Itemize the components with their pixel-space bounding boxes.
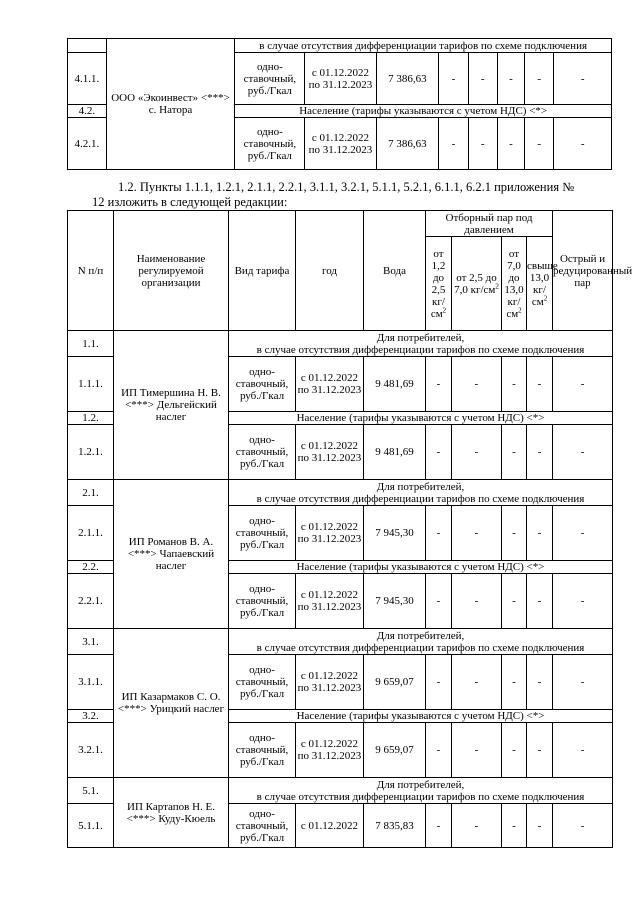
header-sharp: Острый и редуцированный пар bbox=[553, 211, 613, 331]
dash: - bbox=[527, 506, 553, 561]
sup: 2 bbox=[543, 293, 548, 302]
dash: - bbox=[502, 723, 527, 778]
period: с 01.12.2022 по 31.12.2023 bbox=[296, 574, 364, 629]
water-value: 9 659,07 bbox=[364, 723, 426, 778]
consumers-header bbox=[229, 629, 613, 655]
water-value: 9 659,07 bbox=[364, 655, 426, 710]
dash: - bbox=[527, 655, 553, 710]
consumers-text: Для потребителей, bbox=[376, 629, 465, 642]
row-num: 1.2.1. bbox=[68, 425, 114, 480]
dash: - bbox=[426, 574, 452, 629]
population-header: Население (тарифы указываются с учетом НДС) <*> bbox=[229, 561, 613, 574]
header-kind: Вид тарифа bbox=[229, 211, 296, 331]
dash: - bbox=[525, 53, 554, 105]
row-num: 2.1.1. bbox=[68, 506, 114, 561]
dash: - bbox=[452, 655, 502, 710]
dash: - bbox=[439, 118, 468, 170]
dash: - bbox=[426, 425, 452, 480]
dash: - bbox=[525, 118, 554, 170]
row-num: 1.2. bbox=[68, 412, 114, 425]
dash: - bbox=[553, 506, 613, 561]
dash: - bbox=[452, 357, 502, 412]
period: с 01.12.2022 по 31.12.2023 bbox=[296, 506, 364, 561]
dash: - bbox=[502, 804, 527, 848]
org-name: ИП Казармаков С. О. <***> Урицкий наслег bbox=[114, 629, 229, 778]
dash: - bbox=[426, 804, 452, 848]
tariff-kind: одно-ставочный, руб./Гкал bbox=[229, 804, 296, 848]
dash: - bbox=[527, 804, 553, 848]
consumers-text: Для потребителей, bbox=[376, 778, 465, 791]
header-c3-text: от 7,0 до 13,0 кг/см bbox=[504, 247, 524, 320]
row-num: 3.2.1. bbox=[68, 723, 114, 778]
org-name: ООО «Экоинвест» <***> с. Натора bbox=[106, 39, 235, 170]
dash: - bbox=[452, 723, 502, 778]
water-value: 7 945,30 bbox=[364, 506, 426, 561]
top-tariff-table bbox=[67, 38, 612, 170]
water-value: 7 945,30 bbox=[364, 574, 426, 629]
tariff-kind: одно-ставочный, руб./Гкал bbox=[229, 425, 296, 480]
dash: - bbox=[426, 655, 452, 710]
tariff-kind: одно-ставочный, руб./Гкал bbox=[229, 357, 296, 412]
cell-empty bbox=[68, 39, 107, 53]
org-name: ИП Романов В. А. <***> Чапаевский наслег bbox=[114, 480, 229, 629]
header-steam: Отборный пар под давлением bbox=[426, 211, 553, 237]
header-org: Наименование регулируемой организации bbox=[114, 211, 229, 331]
dash: - bbox=[527, 357, 553, 412]
tariff-kind: одно-ставочный, руб./Гкал bbox=[235, 118, 305, 170]
water-value: 9 481,69 bbox=[364, 357, 426, 412]
dash: - bbox=[502, 425, 527, 480]
header-c2-text: от 2,5 до 7,0 кг/см bbox=[454, 271, 497, 296]
row-num: 3.1.1. bbox=[68, 655, 114, 710]
header-c1-text: от 1,2 до 2,5 кг/см bbox=[430, 247, 446, 320]
tariff-kind: одно-ставочный, руб./Гкал bbox=[229, 655, 296, 710]
dash: - bbox=[426, 357, 452, 412]
consumers-text: Для потребителей, bbox=[376, 480, 465, 493]
row-num: 4.2. bbox=[68, 105, 107, 118]
dash: - bbox=[452, 506, 502, 561]
dash: - bbox=[553, 357, 613, 412]
period: с 01.12.2022 по 31.12.2023 bbox=[296, 723, 364, 778]
row-num: 2.1. bbox=[68, 480, 114, 506]
consumers-header bbox=[229, 778, 613, 804]
row-num: 5.1. bbox=[68, 778, 114, 804]
diff-header: в случае отсутствия дифференциации тарифов по схеме подключения bbox=[235, 39, 612, 53]
water-value: 9 481,69 bbox=[364, 425, 426, 480]
dash: - bbox=[468, 118, 497, 170]
header-c3 bbox=[502, 237, 527, 331]
dash: - bbox=[527, 723, 553, 778]
period: с 01.12.2022 по 31.12.2023 bbox=[296, 655, 364, 710]
diff-text: в случае отсутствия дифференциации тарифов по схеме подключения bbox=[256, 343, 585, 356]
org-name: ИП Тимершина Н. В. <***> Дельгейский наслег bbox=[114, 331, 229, 480]
diff-text: в случае отсутствия дифференциации тарифов по схеме подключения bbox=[256, 641, 585, 654]
water-value: 7 386,63 bbox=[376, 53, 439, 105]
period: с 01.12.2022 по 31.12.2023 bbox=[305, 118, 376, 170]
dash: - bbox=[553, 723, 613, 778]
water-value: 7 386,63 bbox=[376, 118, 439, 170]
row-num: 5.1.1. bbox=[68, 804, 114, 848]
main-tariff-table bbox=[67, 210, 633, 848]
paragraph-line-1: 1.2. Пункты 1.1.1, 1.2.1, 2.1.1, 2.2.1, 3.1.1, 3.2.1, 5.1.1, 5.2.1, 6.1.1, 6.2.1 приложения № bbox=[118, 180, 575, 194]
dash: - bbox=[553, 574, 613, 629]
header-c4-text: свыше 13,0 кг/см bbox=[527, 259, 558, 308]
diff-text: в случае отсутствия дифференциации тарифов по схеме подключения bbox=[256, 492, 585, 505]
tariff-kind: одно-ставочный, руб./Гкал bbox=[229, 723, 296, 778]
water-value: 7 835,83 bbox=[364, 804, 426, 848]
diff-text: в случае отсутствия дифференциации тарифов по схеме подключения bbox=[256, 790, 585, 803]
dash: - bbox=[502, 506, 527, 561]
period: с 01.12.2022 по 31.12.2023 bbox=[296, 425, 364, 480]
dash: - bbox=[502, 574, 527, 629]
consumers-header bbox=[229, 480, 613, 506]
population-header: Население (тарифы указываются с учетом НДС) <*> bbox=[235, 105, 612, 118]
consumers-text: Для потребителей, bbox=[376, 331, 465, 344]
row-num: 2.2. bbox=[68, 561, 114, 574]
dash: - bbox=[468, 53, 497, 105]
consumers-header bbox=[229, 331, 613, 357]
header-year: год bbox=[296, 211, 364, 331]
population-header: Население (тарифы указываются с учетом НДС) <*> bbox=[229, 710, 613, 723]
dash: - bbox=[426, 723, 452, 778]
tariff-kind: одно-ставочный, руб./Гкал bbox=[235, 53, 305, 105]
dash: - bbox=[426, 506, 452, 561]
dash: - bbox=[554, 118, 612, 170]
row-num: 4.1.1. bbox=[68, 53, 107, 105]
sup: 2 bbox=[495, 281, 499, 290]
sup: 2 bbox=[442, 305, 447, 314]
header-water: Вода bbox=[364, 211, 426, 331]
dash: - bbox=[452, 574, 502, 629]
header-c2 bbox=[452, 237, 502, 331]
period: с 01.12.2022 по 31.12.2023 bbox=[296, 357, 364, 412]
tariff-kind: одно-ставочный, руб./Гкал bbox=[229, 574, 296, 629]
row-num: 1.1. bbox=[68, 331, 114, 357]
row-num: 1.1.1. bbox=[68, 357, 114, 412]
header-c4 bbox=[527, 237, 558, 331]
paragraph-line-2: 12 изложить в следующей редакции: bbox=[92, 195, 288, 209]
tariff-kind: одно-ставочный, руб./Гкал bbox=[229, 506, 296, 561]
dash: - bbox=[553, 425, 613, 480]
row-num: 2.2.1. bbox=[68, 574, 114, 629]
dash: - bbox=[502, 655, 527, 710]
dash: - bbox=[497, 118, 524, 170]
dash: - bbox=[452, 425, 502, 480]
org-name: ИП Картапов Н. Е. <***> Куду-Кюель bbox=[114, 778, 229, 848]
dash: - bbox=[553, 655, 613, 710]
dash: - bbox=[554, 53, 612, 105]
population-header: Население (тарифы указываются с учетом НДС) <*> bbox=[229, 412, 613, 425]
row-num: 4.2.1. bbox=[68, 118, 107, 170]
row-num: 3.1. bbox=[68, 629, 114, 655]
header-num: N п/п bbox=[68, 211, 114, 331]
sup: 2 bbox=[518, 305, 522, 314]
dash: - bbox=[497, 53, 524, 105]
dash: - bbox=[553, 804, 613, 848]
row-num: 3.2. bbox=[68, 710, 114, 723]
dash: - bbox=[502, 357, 527, 412]
dash: - bbox=[527, 574, 553, 629]
dash: - bbox=[527, 425, 553, 480]
header-c1 bbox=[426, 237, 452, 331]
dash: - bbox=[452, 804, 502, 848]
period: с 01.12.2022 по 31.12.2023 bbox=[305, 53, 376, 105]
dash: - bbox=[439, 53, 468, 105]
period: с 01.12.2022 bbox=[296, 804, 364, 848]
